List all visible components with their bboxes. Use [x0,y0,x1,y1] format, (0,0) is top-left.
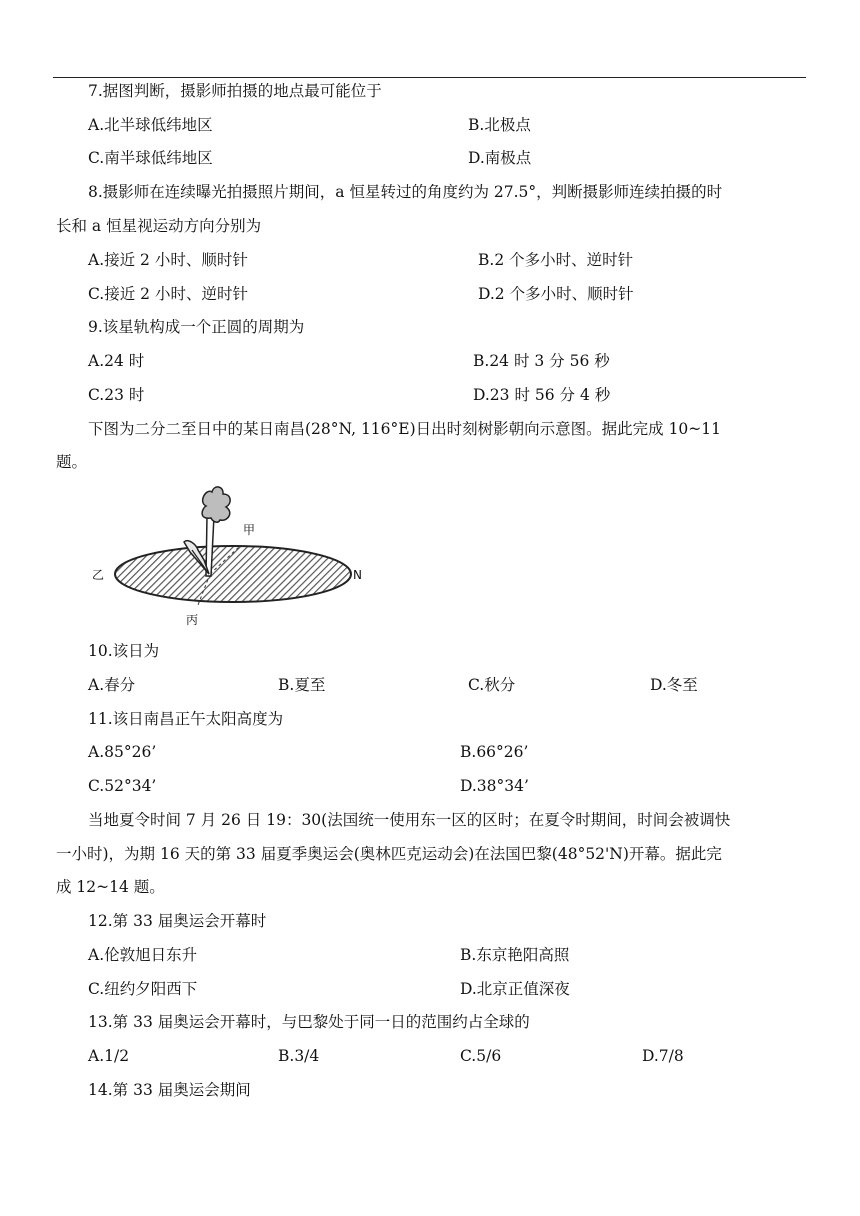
question-8-stem-line2: 长和 a 恒星视运动方向分别为 [56,217,262,235]
q9-option-d: D.23 时 56 分 4 秒 [473,386,611,404]
passage-1-line1: 下图为二分二至日中的某日南昌(28°N, 116°E)日出时刻树影朝向示意图。据此完成 10~11 [88,420,722,438]
q7-option-c: C.南半球低纬地区 [88,149,213,167]
q13-option-a: A.1/2 [88,1047,130,1065]
tree-crown [202,487,230,522]
q7-option-a: A.北半球低纬地区 [88,116,213,134]
q7-option-b: B.北极点 [468,116,531,134]
passage-1-line2: 题。 [56,453,88,471]
question-8-stem-line1: 8.摄影师在连续曝光拍摄照片期间，a 恒星转过的角度约为 27.5°，判断摄影师连续拍摄的时 [88,183,723,201]
question-11-stem: 11.该日南昌正午太阳高度为 [88,710,284,728]
question-14-stem: 14.第 33 届奥运会期间 [88,1081,251,1099]
q8-option-b: B.2 个多小时、逆时针 [478,251,634,269]
label-bing: 丙 [186,613,199,627]
label-north: N [353,568,362,582]
q13-option-c: C.5/6 [460,1047,502,1065]
q11-option-c: C.52°34’ [88,777,157,795]
q8-option-d: D.2 个多小时、顺时针 [478,285,634,303]
q10-option-a: A.春分 [88,676,136,694]
q7-option-d: D.南极点 [468,149,532,167]
passage-2-line1: 当地夏令时间 7 月 26 日 19：30(法国统一使用东一区的区时；在夏令时期间，时间会被调快 [88,811,731,829]
q9-option-a: A.24 时 [88,352,145,370]
horizon-plane [115,546,351,602]
question-12-stem: 12.第 33 届奥运会开幕时 [88,912,267,930]
header-rule [53,77,806,78]
tree-shadow-diagram [80,480,380,630]
q13-option-d: D.7/8 [642,1047,684,1065]
q9-option-c: C.23 时 [88,386,145,404]
q11-option-a: A.85°26’ [88,743,157,761]
question-9-stem: 9.该星轨构成一个正圆的周期为 [88,318,305,336]
q8-option-a: A.接近 2 小时、顺时针 [88,251,248,269]
passage-2-line3: 成 12~14 题。 [56,878,165,896]
q10-option-c: C.秋分 [468,676,516,694]
q12-option-b: B.东京艳阳高照 [460,946,570,964]
question-13-stem: 13.第 33 届奥运会开幕时，与巴黎处于同一日的范围约占全球的 [88,1013,530,1031]
q12-option-d: D.北京正值深夜 [460,980,570,998]
q9-option-b: B.24 时 3 分 56 秒 [473,352,610,370]
question-10-stem: 10.该日为 [88,642,160,660]
q12-option-c: C.纽约夕阳西下 [88,980,198,998]
passage-2-line2: 一小时)，为期 16 天的第 33 届夏季奥运会(奥林匹克运动会)在法国巴黎(48°52'N)开幕。据此完 [56,845,722,863]
q11-option-d: D.38°34’ [460,777,529,795]
q13-option-b: B.3/4 [278,1047,320,1065]
question-7-stem: 7.据图判断，摄影师拍摄的地点最可能位于 [88,82,382,100]
q12-option-a: A.伦敦旭日东升 [88,946,198,964]
label-jia: 甲 [243,523,256,537]
q10-option-d: D.冬至 [650,676,698,694]
q8-option-c: C.接近 2 小时、逆时针 [88,285,248,303]
label-yi: 乙 [92,568,105,582]
q10-option-b: B.夏至 [278,676,326,694]
q11-option-b: B.66°26’ [460,743,529,761]
